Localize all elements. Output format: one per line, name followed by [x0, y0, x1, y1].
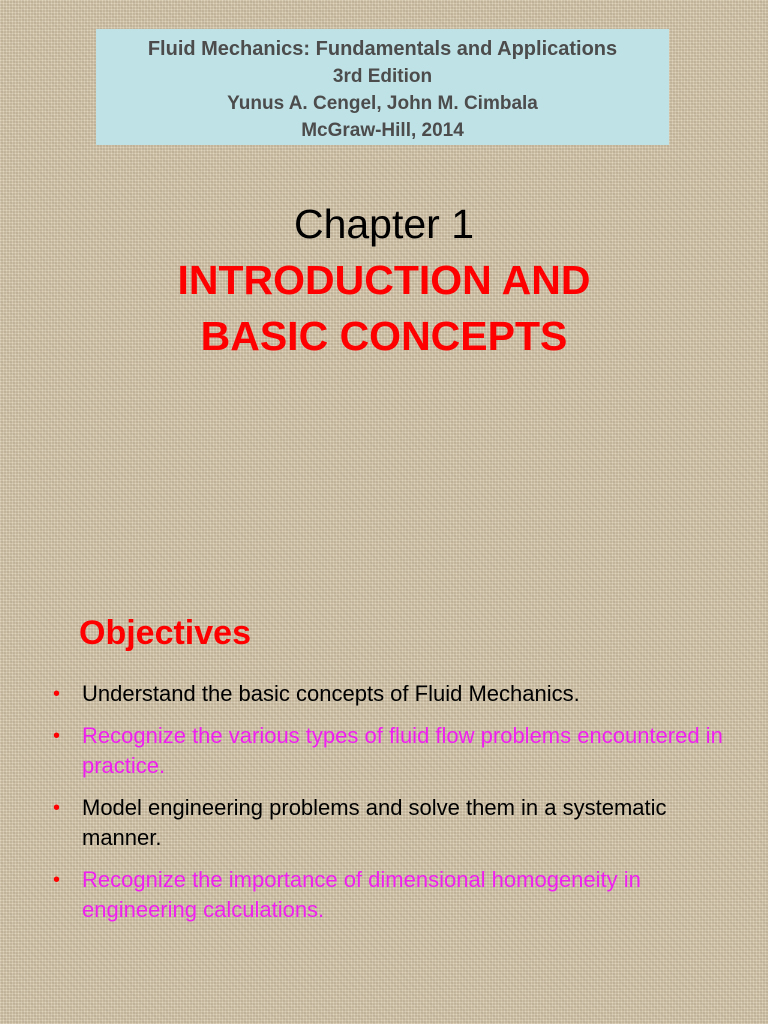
chapter-label: Chapter 1: [293, 201, 475, 247]
objective-text: Recognize the importance of dimensional homogeneity in engineering calculations.: [82, 867, 641, 922]
objective-item-4: [50, 865, 730, 925]
objective-text: Recognize the various types of fluid flow problems encountered in practice.: [82, 723, 723, 778]
chapter-title-line-1: INTRODUCTION AND: [177, 257, 591, 303]
book-authors: Yunus A. Cengel, John M. Cimbala: [227, 93, 538, 114]
book-info-box: [96, 29, 669, 145]
objectives-heading: Objectives: [79, 614, 251, 652]
objective-item-2: [50, 721, 730, 781]
objective-text: Model engineering problems and solve them in a systematic manner.: [82, 795, 667, 850]
objectives-list: [50, 679, 730, 925]
book-publisher: McGraw-Hill, 2014: [301, 120, 464, 141]
objective-text: Understand the basic concepts of Fluid Mechanics.: [82, 681, 580, 706]
chapter-title: [0, 252, 768, 364]
book-edition: 3rd Edition: [332, 66, 433, 87]
bullet-icon: •: [53, 869, 61, 891]
book-title: Fluid Mechanics: Fundamentals and Applications: [147, 38, 618, 60]
objective-item-1: [50, 679, 730, 709]
bullet-icon: •: [53, 683, 61, 705]
bullet-icon: •: [53, 725, 61, 747]
bullet-icon: •: [53, 797, 61, 819]
objective-item-3: [50, 793, 730, 853]
chapter-title-line-2: BASIC CONCEPTS: [200, 313, 568, 359]
